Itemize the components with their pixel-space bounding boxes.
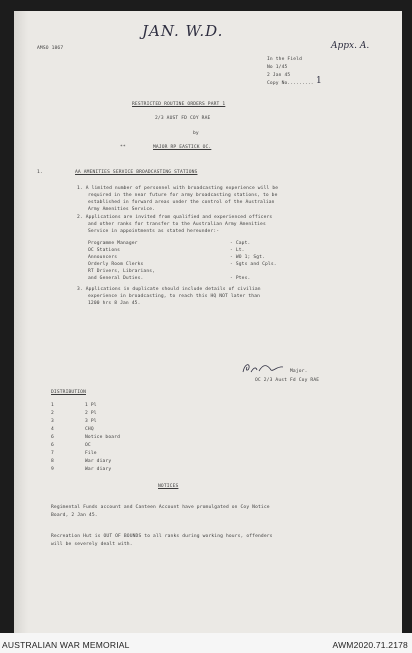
header-date: 2 Jan 45 [267, 73, 291, 78]
paragraph-1-line: Army Amenities Service. [88, 207, 156, 212]
signature-unit: OC 2/3 Aust Fd Coy RAE [255, 378, 320, 383]
distribution-heading: DISTRIBUTION [51, 390, 86, 395]
footer-institution: AUSTRALIAN WAR MEMORIAL [2, 640, 130, 650]
signature-mark [241, 361, 285, 375]
notice-1-line: Regimental Funds account and Canteen Account have promulgated on Coy Notice [51, 505, 270, 510]
distribution-recipient: File [85, 451, 97, 456]
distribution-recipient: Notice board [85, 435, 120, 440]
signature-rank: Major. [290, 369, 308, 374]
paragraph-2-line: Service in appointments as stated hereunder:- [88, 229, 220, 234]
appointment-rank: - Capt. [230, 241, 251, 246]
notices-heading: NOTICES [158, 484, 179, 489]
notice-2-line: will be severely dealt with. [51, 542, 133, 547]
paragraph-1-line: required in the near future for army broadcasting stations, to be [88, 193, 278, 198]
appointment-role: Orderly Room Clerks [88, 262, 144, 267]
distribution-recipient: 2 Pl [85, 411, 97, 416]
distribution-recipient: War diary [85, 459, 112, 464]
paragraph-3-line: 1200 hrs 8 Jan 45. [88, 301, 141, 306]
paragraph-3-line: 3. Applications in duplicate should include details of civilian [77, 287, 261, 292]
archive-footer [0, 633, 412, 653]
distribution-copy: 4 [51, 427, 54, 432]
handwritten-date-note: JAN. W.D. [142, 22, 224, 40]
distribution-recipient: OC [85, 443, 91, 448]
appointment-role: RT Drivers, Librarians, [88, 269, 156, 274]
header-copy-label: Copy No......... [267, 81, 314, 86]
distribution-copy: 9 [51, 467, 54, 472]
notice-2-line: Recreation Hut is OUT OF BOUNDS to all ranks during working hours, offenders [51, 534, 273, 539]
distribution-copy: 1 [51, 403, 54, 408]
handwritten-appendix-note: Appx. A. [331, 41, 370, 51]
notice-1-line: Board, 2 Jan 45. [51, 513, 98, 518]
appointment-role: OC Stations [88, 248, 121, 253]
section-heading: AA AMENITIES SERVICE BROADCASTING STATIONS [75, 170, 198, 175]
appointment-rank: - Ptes. [230, 276, 251, 281]
footer-accession-number: AWM2020.71.2178 [332, 640, 408, 650]
header-place: In the Field [267, 57, 302, 62]
distribution-copy: 7 [51, 451, 54, 456]
document-by: by [193, 131, 199, 136]
paragraph-1-line: established in forward areas under the control of the Australian [88, 200, 275, 205]
document-marker: ** [120, 145, 126, 150]
distribution-copy: 8 [51, 459, 54, 464]
appointment-rank: - Lt. [230, 248, 245, 253]
appointment-rank: - WO 1; Sgt. [230, 255, 265, 260]
appointment-role: Announcers [88, 255, 118, 260]
header-date-left: AMSO 1867 [37, 46, 64, 51]
appointment-role: Programme Manager [88, 241, 138, 246]
document-title: RESTRICTED ROUTINE ORDERS PART 1 [132, 102, 226, 107]
section-number: 1. [37, 170, 43, 175]
document-author: MAJOR RP EASTICK OC. [153, 145, 212, 150]
page-edge-shadow [14, 11, 28, 633]
distribution-copy: 2 [51, 411, 54, 416]
distribution-recipient: 1 Pl [85, 403, 97, 408]
header-number: No 1/45 [267, 65, 288, 70]
document-unit: 2/3 AUST FD COY RAE [155, 116, 211, 121]
appointment-role: and General Duties. [88, 276, 144, 281]
distribution-copy: 6 [51, 443, 54, 448]
distribution-recipient: 3 Pl [85, 419, 97, 424]
distribution-recipient: CHQ [85, 427, 94, 432]
distribution-copy: 6 [51, 435, 54, 440]
appointment-rank: - Sgts and Cpls. [230, 262, 277, 267]
paragraph-2-line: and other ranks for transfer to the Australian Army Amenities [88, 222, 266, 227]
paragraph-3-line: experience in broadcasting, to reach this HQ NOT later than [88, 294, 261, 299]
distribution-copy: 3 [51, 419, 54, 424]
distribution-recipient: War diary [85, 467, 112, 472]
paragraph-1-line: 1. A limited number of personnel with broadcasting experience will be [77, 186, 279, 191]
paragraph-2-line: 2. Applications are invited from qualified and experienced officers [77, 215, 273, 220]
header-copy-number: 1 [316, 76, 322, 86]
